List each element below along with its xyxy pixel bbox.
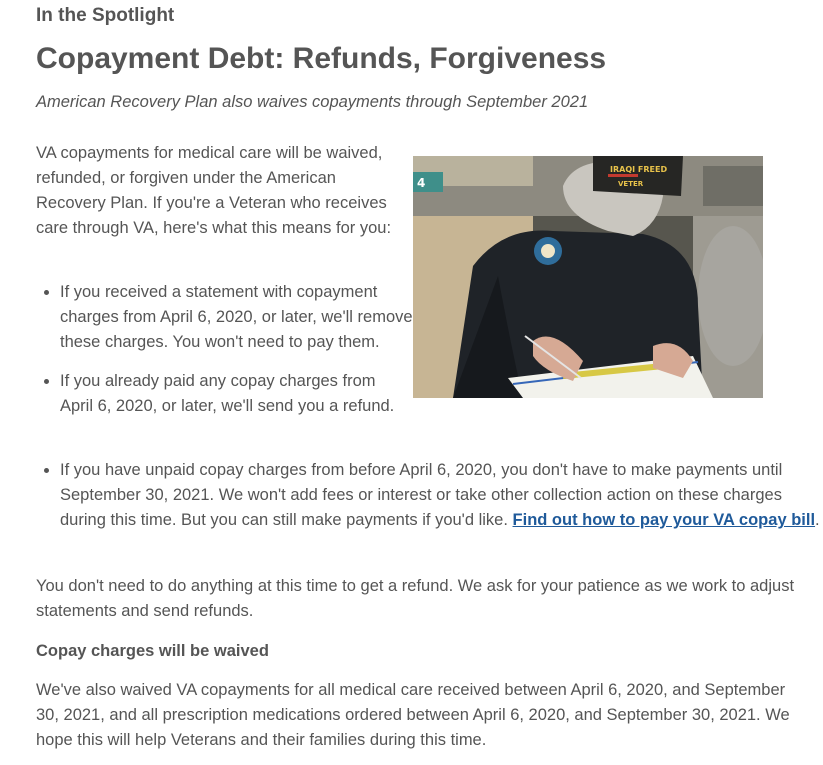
refund-paragraph: You don't need to do anything at this time to get a refund. We ask for your patience as we work to adjust statements and send refunds.: [36, 577, 795, 620]
list-item-end: .: [815, 511, 820, 529]
cap-text-2: VETER: [618, 180, 644, 188]
list-item-text: If you have unpaid copay charges from before April 6, 2020, you don't have to make payments until September 30, 2021. We won't add fees or interest or take other collection action on these charges during this time. But you can still make payments if you'd like.: [60, 461, 783, 529]
bullet-list-top: [36, 280, 430, 433]
waived-paragraph: We've also waived VA copayments for all medical care received between April 6, 2020, and September 30, 2021, and all prescription medications ordered between April 6, 2020, and September 30, 2021. We hope this will help Veterans and their families during this time.: [36, 681, 790, 749]
bullet-list-bottom: [36, 458, 823, 533]
article: [36, 0, 820, 749]
list-item: [60, 458, 823, 533]
veteran-photo: [413, 156, 763, 398]
article-title: Copayment Debt: Refunds, Forgiveness: [36, 42, 607, 75]
list-item: • If you received a statement with copayment charges from April 6, 2020, or later, we'll remove these charges. You won't need to pay them.: [60, 280, 430, 355]
pay-copay-link[interactable]: Find out how to pay your VA copay bill: [512, 511, 816, 529]
intro-paragraph: VA copayments for medical care will be waived, refunded, or forgiven under the American Recovery Plan. If you're a Veteran who receives care through VA, here's what this means for you:: [36, 144, 392, 237]
wall-sign-number: 4: [417, 176, 426, 190]
section-heading: Copay charges will be waived: [36, 642, 269, 660]
article-subtitle: American Recovery Plan also waives copayments through September 2021: [36, 93, 589, 111]
cap-text: IRAQI FREED: [610, 165, 668, 174]
section-eyebrow: In the Spotlight: [36, 5, 175, 26]
list-item: • If you already paid any copay charges from April 6, 2020, or later, we'll send you a refund.: [60, 369, 410, 419]
